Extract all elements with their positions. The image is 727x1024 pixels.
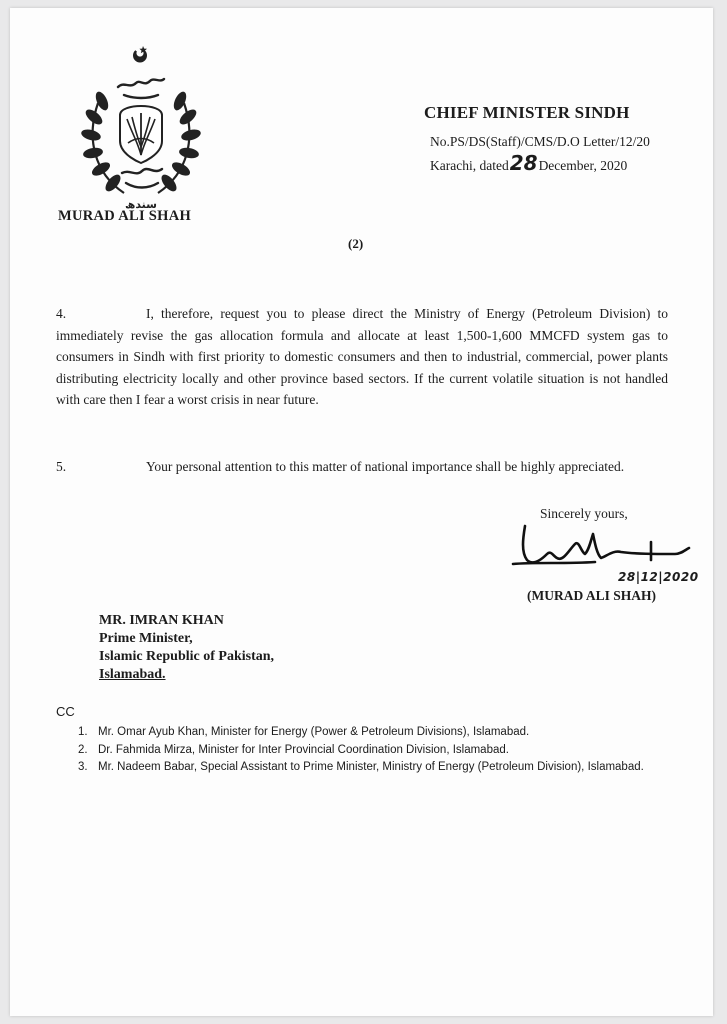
page-number: (2): [348, 236, 364, 251]
addressee-city: Islamabad.: [99, 667, 166, 682]
list-item-number: 1.: [78, 726, 88, 738]
sindh-emblem-icon: [80, 43, 202, 213]
office-title: CHIEF MINISTER SINDH: [424, 103, 630, 122]
date-prefix: Karachi, dated: [430, 158, 509, 173]
addressee-title: Prime Minister,: [99, 631, 193, 646]
reference-number: No.PS/DS(Staff)/CMS/D.O Letter/12/20: [430, 134, 650, 149]
letterhead-name: MURAD ALI SHAH: [58, 208, 192, 224]
addressee-name: MR. IMRAN KHAN: [99, 613, 224, 628]
signatory-name: (MURAD ALI SHAH): [527, 588, 657, 603]
list-item: [78, 760, 678, 775]
list-item: [78, 725, 678, 740]
paragraph-text: I, therefore, request you to please direct the Ministry of Energy (Petroleum Division) to immediately revise the gas allocation formula and allocate at least 1,500-1,600 MMCFD system gas to consumers in Sindh with first priority to domestic consumers and then to industrial, commercial, power plants distributing electricity locally and other province based sectors. If the current volatile situation is not handled with care then I fear a worst crisis in near future.: [56, 306, 668, 407]
letter-date: [430, 151, 627, 175]
list-item-text: Mr. Nadeem Babar, Special Assistant to Prime Minister, Ministry of Energy (Petroleum Division), Islamabad.: [98, 761, 644, 773]
addressee-block: [99, 612, 274, 684]
paragraph-text: Your personal attention to this matter of national importance shall be highly appreciated.: [146, 459, 625, 474]
cc-label: CC: [56, 704, 75, 719]
paragraph-number: 4.: [56, 306, 67, 321]
letter-page: [10, 8, 713, 1016]
list-item-number: 3.: [78, 761, 88, 773]
cc-list: [78, 725, 678, 778]
list-item: [78, 743, 678, 758]
paragraph-4: [56, 303, 668, 411]
list-item-number: 2.: [78, 743, 88, 756]
svg-text:سندھ: سندھ: [125, 198, 157, 211]
closing-salutation: Sincerely yours,: [540, 506, 628, 521]
handwritten-signature: [505, 520, 695, 572]
list-item-text: Dr. Fahmida Mirza, Minister for Inter Provincial Coordination Division, Islamabad.: [98, 743, 509, 756]
paragraph-5: [56, 456, 668, 478]
date-suffix: December, 2020: [538, 158, 628, 173]
list-item-text: Mr. Omar Ayub Khan, Minister for Energy (Power & Petroleum Divisions), Islamabad.: [98, 726, 530, 738]
addressee-organization: Islamic Republic of Pakistan,: [99, 649, 275, 664]
signature-date-handwritten: 28|12|2020: [618, 570, 699, 584]
date-day-handwritten: 28: [509, 151, 538, 175]
paragraph-number: 5.: [56, 459, 67, 474]
